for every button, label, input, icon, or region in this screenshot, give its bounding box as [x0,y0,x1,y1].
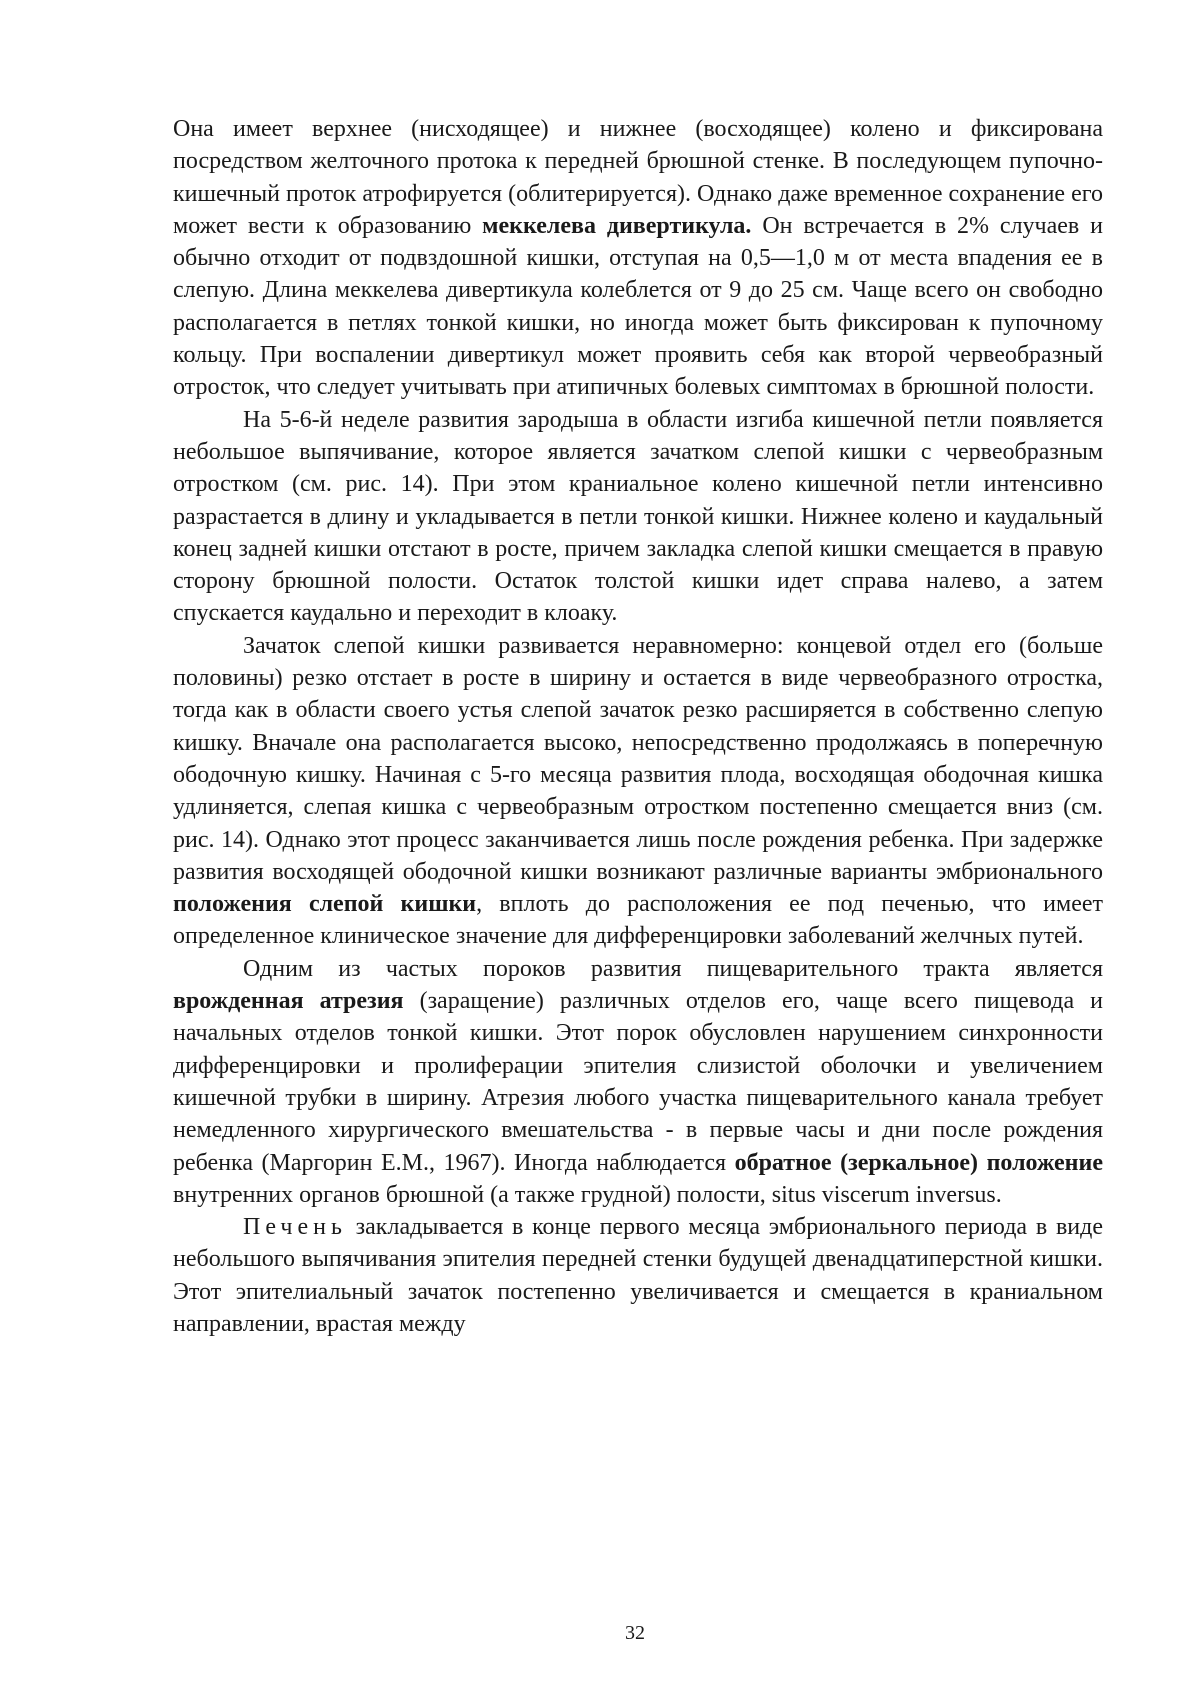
paragraph-liver [173,1211,1103,1340]
paragraph-text: внутренних органов брюшной (а также грудной) полости, situs viscerum inversus. [173,1181,1002,1208]
paragraph-cecum-bud [173,404,1103,630]
page-body [173,113,1103,1340]
term-congenital-atresia: врожденная атрезия [173,988,404,1015]
paragraph-text: На 5-6-й неделе развития зародыша в области изгиба кишечной петли появляется небольшое выпячивание, которое является зачатком слепой кишки с червеобразным отростком (см. рис. 14). При этом краниальное колено кишечной петли интенсивно разрастается в длину и укладывается в петли тонкой кишки. Нижнее колено и каудальный конец задней кишки отстают в росте, причем закладка слепой кишки смещается в правую сторону брюшной полости. Остаток толстой кишки идет справа налево, а затем спускается каудально и переходит в клоаку. [173,406,1103,627]
paragraph-text: , вплоть до расположения ее под печенью, что имеет определенное клиническое значение для дифференцировки заболеваний желчных путей. [173,891,1103,950]
paragraph-text: Он встречается в 2% случаев и обычно отходит от подвздошной кишки, отступая на 0,5—1,0 м от места впадения ее в слепую. Длина меккелева дивертикула колеблется от 9 до 25 см. Чаще всего он свободно располагается в петлях тонкой кишки, но иногда может быть фиксирован к пупочному кольцу. При воспалении дивертикул может проявить себя как второй червеобразный отросток, что следует учитывать при атипичных болевых симптомах в брюшной полости. [173,212,1104,401]
paragraph-text: (заращение) различных отделов его, чаще всего пищевода и начальных отделов тонкой кишки. Этот порок обусловлен нарушением синхронности дифференцировки и пролиферации эпителия слизистой оболочки и увеличением кишечной трубки в ширину. Атрезия любого участка пищеварительного канала требует немедленного хирургического вмешательства - в первые часы и дни после рождения ребенка (Маргорин Е.М., 1967). Иногда наблюдается [173,988,1104,1176]
paragraph-cecum-development [173,630,1103,953]
term-cecum-position: положения слепой кишки [173,891,477,918]
paragraph-text: Она имеет верхнее (нисходящее) и нижнее (восходящее) колено и фиксирована посредством желточного протока к передней брюшной стенке. В последующем пупочно-кишечный проток атрофируется (облитерируется). Однако даже временное сохранение его может вести к образованию [173,116,1103,239]
term-situs-inversus: обратное (зеркальное) положение [734,1149,1103,1176]
paragraph-meckel-diverticulum [173,113,1103,404]
paragraph-text: Одним из частых пороков развития пищеварительного тракта является [243,955,1103,982]
paragraph-text: Зачаток слепой кишки развивается неравномерно: концевой отдел его (больше половины) резко отстает в росте в ширину и остается в виде червеобразного отростка, тогда как в области своего устья слепой зачаток резко расширяется в собственно слепую кишку. Вначале она располагается высоко, непосредственно продолжаясь в поперечную ободочную кишку. Начиная с 5-го месяца развития плода, восходящая ободочная кишка удлиняется, слепая кишка с червеобразным отростком постепенно смещается вниз (см. рис. 14). Однако этот процесс заканчивается лишь после рождения ребенка. При задержке развития восходящей ободочной кишки возникают различные варианты эмбрионального [173,632,1103,885]
term-meckel-diverticulum: меккелева дивертикула. [482,212,752,239]
page-number: 32 [625,1622,645,1644]
term-liver: Печень [243,1214,347,1241]
paragraph-text: закладывается в конце первого месяца эмбрионального периода в виде небольшого выпячивания эпителия передней стенки будущей двенадцатиперстной кишки. Этот эпителиальный зачаток постепенно увеличивается и смещается в краниальном направлении, врастая между [173,1214,1103,1337]
paragraph-atresia [173,953,1103,1211]
